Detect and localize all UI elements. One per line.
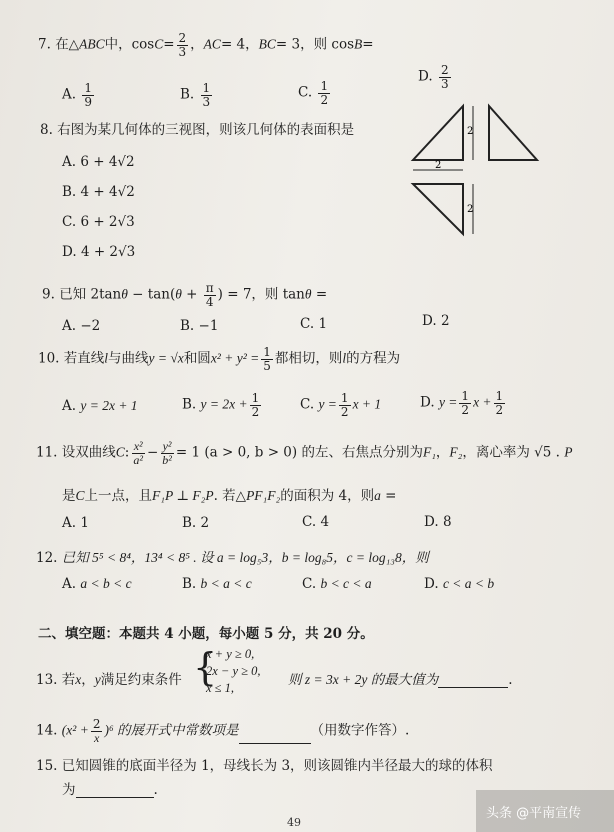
section-2-heading: 二、填空题：本题共 4 小题，每小题 5 分，共 20 分。 (38, 626, 374, 642)
question-7-stem: 7. 在△ABC中，cosC= $\frac{2}{3}$ ，AC= 4，BC= 3，则 cosB= (38, 31, 374, 59)
q7-option-a: A. $\frac{1}{9}$ (62, 81, 92, 109)
q12-option-b: B. b < a < c (182, 576, 252, 592)
question-10-stem: 10. 若直线l与曲线y = √x和圆x² + y² = $\frac{1}{5}$ 都相切，则l的方程为 (38, 345, 401, 373)
q10-option-b: B. y = 2x + $\frac{1}{2}$ (182, 391, 260, 419)
q13-answer-blank[interactable] (438, 687, 508, 688)
question-15-stem-line1: 15. 已知圆锥的底面半径为 1，母线长为 3，则该圆锥内半径最大的球的体积 (36, 758, 493, 774)
side-view-triangle (489, 106, 537, 160)
q10-option-a: A. y = 2x + 1 (62, 398, 138, 414)
question-14-stem: 14. (x² + $\frac{2}{x}$ )⁶ 的展开式中常数项是 （用数字作答）. (36, 717, 410, 745)
q12-option-c: C. b < c < a (302, 576, 372, 592)
q10-option-d: D. y = $\frac{1}{2}$ x + $\frac{1}{2}$ (420, 389, 504, 417)
q7-option-d: D. $\frac{2}{3}$ (418, 63, 449, 91)
q12-option-d: D. c < a < b (424, 576, 495, 592)
question-15-stem-line2: 为 . (62, 782, 158, 798)
q9-option-c: C. 1 (300, 316, 328, 332)
q11-option-b: B. 2 (182, 515, 210, 531)
watermark-text: 头条 @平南宣传 (486, 806, 582, 821)
constraint-brace: { (193, 645, 218, 689)
q8-option-a: A. 6 + 4√2 (62, 154, 135, 170)
q15-answer-blank[interactable] (76, 797, 154, 798)
question-9-stem: 9. 已知 2tanθ − tan(θ + $\frac{\pi}{4}$ ) = 7，则 tanθ = (42, 281, 328, 309)
front-height-label: 2 (467, 126, 474, 137)
question-13-stem: 13. 若x，y满足约束条件 (36, 672, 182, 688)
q12-option-a: A. a < b < c (62, 576, 132, 592)
q7-option-c: C. $\frac{1}{2}$ (298, 79, 329, 107)
front-width-label: 2 (435, 160, 442, 171)
question-13-tail: 则 z = 3x + 2y 的最大值为 . (288, 672, 513, 688)
q14-answer-blank[interactable] (239, 743, 311, 744)
page-number: 49 (287, 816, 301, 829)
question-8-stem: 8. 右图为某几何体的三视图，则该几何体的表面积是 (40, 122, 355, 138)
q8-option-d: D. 4 + 2√3 (62, 244, 136, 260)
q8-option-c: C. 6 + 2√3 (62, 214, 135, 230)
top-height-label: 2 (467, 204, 474, 215)
question-11-stem-line1: 11. 设双曲线C: $\frac{\text{x²}}{\text{a²}}$ − $\frac{\text{y²}}{\text{b²}}$ = 1 (a > 0, b > 0) 的左、右焦点分别为F₁，F₂，离心率为 √5 . P (36, 439, 573, 467)
question-11-stem-line2: 是C上一点，且F₁P ⊥ F₂P. 若△PF₁F₂的面积为 4，则a = (62, 488, 397, 504)
q9-option-b: B. −1 (180, 318, 219, 334)
constraint-system: x + y ≥ 0, 2x − y ≥ 0, x ≤ 1, (206, 647, 261, 695)
q9-option-d: D. 2 (422, 313, 450, 329)
question-12-stem: 12. 已知 5⁵ < 8⁴，13⁴ < 8⁵ . 设 a = log₅3，b = log₈5，c = log₁₃8，则 (36, 550, 429, 566)
q7-cos-fraction: $\frac{2}{3}$ (178, 31, 187, 59)
top-view-triangle (413, 184, 463, 234)
front-view-triangle (413, 106, 463, 160)
q11-option-d: D. 8 (424, 514, 452, 530)
q8-option-b: B. 4 + 4√2 (62, 184, 135, 200)
q11-option-c: C. 4 (302, 514, 330, 530)
q9-option-a: A. −2 (62, 318, 101, 334)
q11-option-a: A. 1 (62, 515, 89, 531)
q10-option-c: C. y = $\frac{1}{2}$ x + 1 (300, 391, 382, 419)
q7-option-b: B. $\frac{1}{3}$ (180, 81, 211, 109)
three-view-diagram (405, 98, 545, 243)
